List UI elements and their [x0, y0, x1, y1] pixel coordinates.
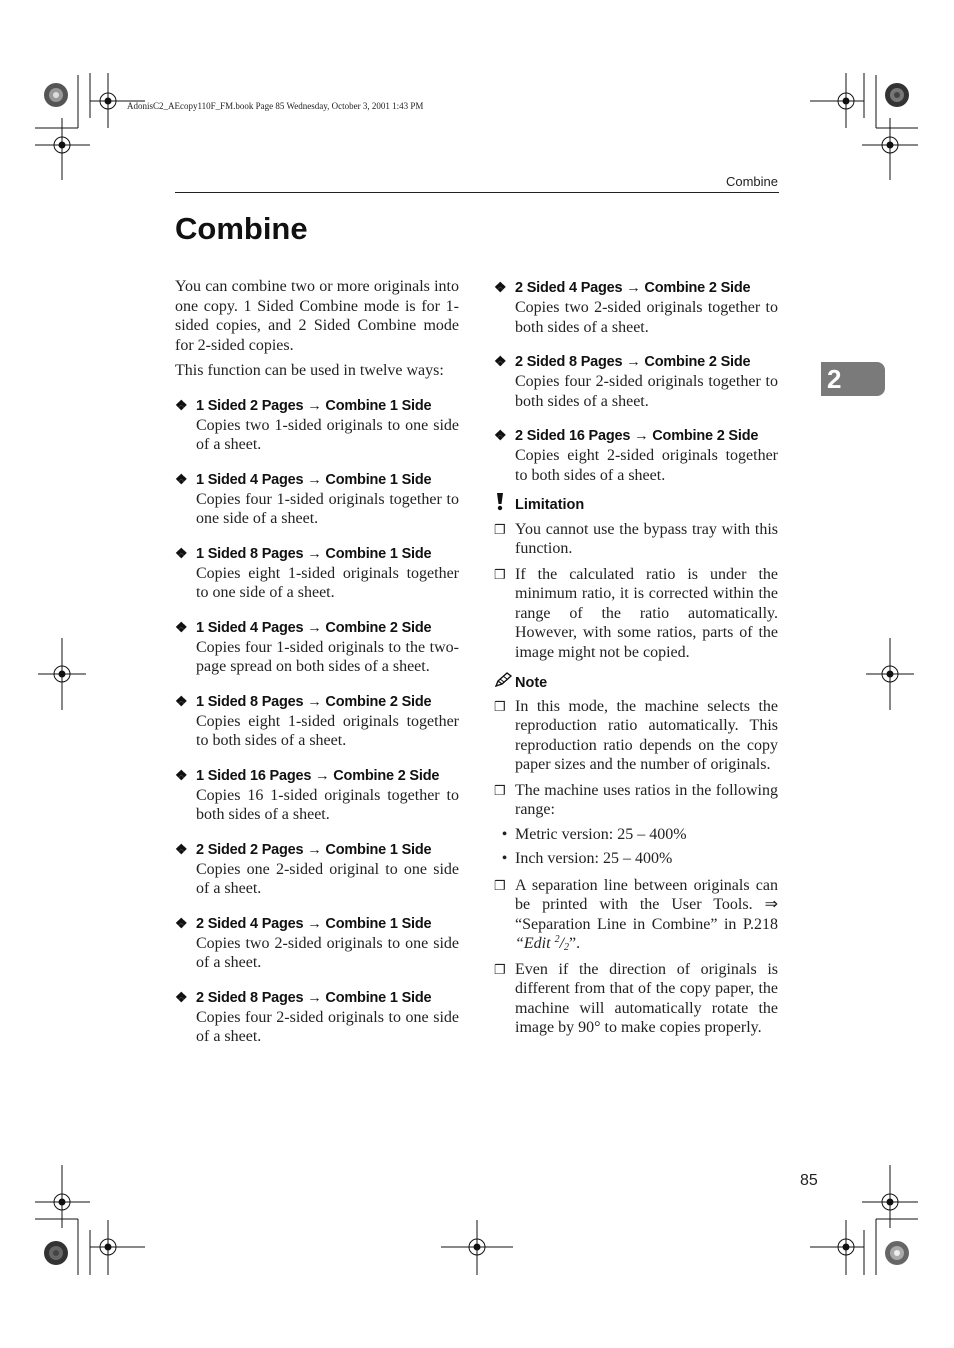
mode-description: Copies eight 1-sided originals together to both sides of a sheet. [196, 712, 459, 749]
mode-item [175, 765, 459, 825]
mode-item [175, 469, 459, 529]
arrow-icon: → [307, 471, 322, 488]
diamond-icon: ❖ [175, 618, 188, 635]
arrow-icon: → [315, 767, 330, 784]
file-header: AdonisC2_AEcopy110F_FM.book Page 85 Wednesday, October 3, 2001 1:43 PM [127, 101, 424, 111]
diamond-icon: ❖ [175, 766, 188, 783]
mode-item [175, 987, 459, 1047]
mode-description: Copies four 2-sided originals to one side of a sheet. [196, 1008, 459, 1045]
mode-item [175, 691, 459, 751]
mode-item [175, 913, 459, 973]
diamond-icon: ❖ [494, 427, 507, 443]
mode-description: Copies one 2-sided original to one side of a sheet. [196, 860, 459, 897]
mode-description: Copies 16 1-sided originals together to both sides of a sheet. [196, 786, 459, 823]
checkbox-icon: ❒ [494, 698, 506, 714]
diamond-icon: ❖ [175, 988, 188, 1005]
note-item: ❒ The machine uses ratios in the following range: [494, 781, 778, 818]
checkbox-icon: ❒ [494, 961, 506, 977]
intro-paragraph: This function can be used in twelve ways: [175, 362, 444, 379]
mode-heading: ❖ 2 Sided 2 Pages → Combine 1 Side [175, 840, 432, 858]
exclamation-icon [494, 493, 515, 518]
limitation-item: ❒ You cannot use the bypass tray with this function. [494, 520, 778, 557]
mode-heading: ❖ 1 Sided 4 Pages → Combine 1 Side [175, 470, 432, 488]
mode-description: Copies two 2-sided originals together to both sides of a sheet. [515, 299, 778, 336]
mode-heading: ❖ 2 Sided 4 Pages → Combine 2 Side [494, 279, 751, 296]
mode-heading: ❖ 2 Sided 16 Pages → Combine 2 Side [494, 427, 759, 444]
mode-heading: ❖ 1 Sided 8 Pages → Combine 1 Side [175, 544, 432, 562]
intro-paragraph: You can combine two or more originals into one copy. 1 Sided Combine mode is for 1-sided copies, and 2 Sided Combine mode for 2-sided copies. [175, 278, 459, 354]
mode-description: Copies four 1-sided originals together to one side of a sheet. [196, 490, 459, 527]
mode-item [175, 839, 459, 899]
bullet-icon: • [501, 850, 508, 867]
mode-heading: ❖ 1 Sided 4 Pages → Combine 2 Side [175, 618, 432, 636]
arrow-icon: → [307, 989, 322, 1006]
bullet-item: • Metric version: 25 – 400% [494, 825, 778, 845]
bullet-icon: • [501, 825, 508, 843]
mode-heading: ❖ 2 Sided 8 Pages → Combine 2 Side [494, 353, 751, 370]
mode-item [175, 395, 459, 455]
mode-heading: ❖ 2 Sided 8 Pages → Combine 1 Side [175, 988, 432, 1006]
limitation-item: ❒ If the calculated ratio is under the minimum ratio, it is corrected within the range of the ratio automatically. However, with some ratios, parts of the image might not be copied. [494, 565, 778, 661]
arrow-icon: → [626, 354, 641, 370]
arrow-icon: → [634, 428, 649, 444]
mode-description: Copies two 1-sided originals to one side of a sheet. [196, 416, 459, 453]
arrow-icon: → [307, 619, 322, 636]
cross-reference[interactable]: “Edit $^2/_2$ [515, 934, 570, 953]
mode-heading: ❖ 2 Sided 4 Pages → Combine 1 Side [175, 914, 432, 932]
page-title: Combine [175, 211, 308, 246]
mode-description: Copies eight 1-sided originals together to one side of a sheet. [196, 564, 459, 601]
mode-description: Copies two 2-sided originals to one side of a sheet. [196, 934, 459, 971]
limitation-heading: Limitation [494, 493, 778, 518]
page-number: 85 [800, 1172, 818, 1189]
checkbox-icon: ❒ [494, 566, 506, 582]
diamond-icon: ❖ [175, 544, 188, 561]
pencil-icon [494, 672, 515, 695]
arrow-icon: → [307, 693, 322, 710]
mode-heading: ❖ 1 Sided 8 Pages → Combine 2 Side [175, 692, 432, 710]
arrow-icon: → [307, 397, 322, 414]
checkbox-icon: ❒ [494, 782, 506, 798]
diamond-icon: ❖ [494, 353, 507, 369]
mode-item [175, 543, 459, 603]
mode-heading: ❖ 1 Sided 2 Pages → Combine 1 Side [175, 396, 432, 414]
arrow-icon: → [307, 841, 322, 858]
mode-description: Copies four 1-sided originals to the two-page spread on both sides of a sheet. [196, 638, 459, 675]
mode-heading: ❖ 1 Sided 16 Pages → Combine 2 Side [175, 766, 440, 784]
note-item: ❒ In this mode, the machine selects the reproduction ratio automatically. This reproduction ratio depends on the copy paper sizes and the number of originals. [494, 697, 778, 773]
note-item: ❒ Even if the direction of originals is different from that of the copy paper, the machine will automatically rotate the image by 90° to make copies properly. [494, 960, 778, 1036]
diamond-icon: ❖ [175, 396, 188, 413]
diamond-icon: ❖ [175, 914, 188, 931]
mode-item [175, 617, 459, 677]
arrow-icon: → [307, 545, 322, 562]
diamond-icon: ❖ [175, 470, 188, 487]
left-column [175, 277, 459, 1061]
header-rule [175, 192, 779, 193]
diamond-icon: ❖ [175, 692, 188, 709]
diamond-icon: ❖ [175, 840, 188, 857]
right-column [494, 277, 778, 1044]
registration-dial-icon [44, 83, 909, 1265]
bullet-item: • Inch version: 25 – 400% [494, 849, 778, 869]
mode-item [494, 425, 778, 485]
mode-description: Copies eight 2-sided originals together to both sides of a sheet. [515, 447, 778, 484]
note-heading: Note [494, 672, 778, 695]
arrow-icon: → [626, 280, 641, 296]
mode-description: Copies four 2-sided originals together to both sides of a sheet. [515, 373, 778, 410]
note-item: ❒ A separation line between originals can be printed with the User Tools. ⇒ “Separation Line in Combine” in P.218 “Edit $^2/_2$”. [494, 876, 778, 953]
mode-item [494, 277, 778, 337]
diamond-icon: ❖ [494, 279, 507, 295]
running-head: Combine [725, 174, 778, 189]
chapter-tab: 2 [821, 362, 885, 396]
arrow-icon: → [307, 915, 322, 932]
mode-item [494, 351, 778, 411]
checkbox-icon: ❒ [494, 877, 506, 893]
checkbox-icon: ❒ [494, 521, 506, 537]
